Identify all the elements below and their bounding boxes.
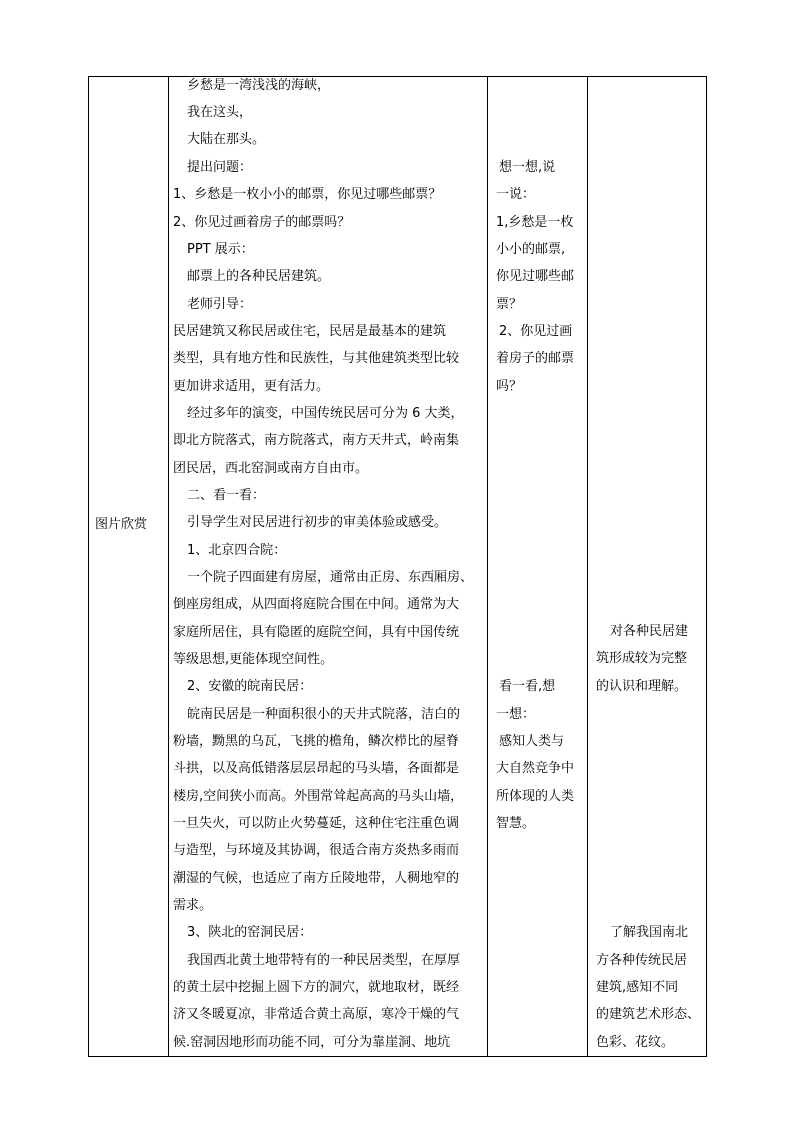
activity-line: 感知人类与 bbox=[499, 734, 565, 749]
content-line: 类型，具有地方性和民族性，与其他建筑类型比较 bbox=[173, 351, 460, 366]
content-line: 更加讲求适用，更有活力。 bbox=[173, 379, 330, 394]
intent-line: 建筑,感知不同 bbox=[596, 980, 679, 995]
activity-line: 你见过哪些邮 bbox=[496, 269, 575, 284]
content-line: 3、陕北的窑洞民居： bbox=[187, 925, 313, 940]
content-line: 经过多年的演变，中国传统民居可分为 6 大类， bbox=[187, 406, 464, 421]
activity-line: 所体现的人类 bbox=[496, 789, 575, 804]
activity-line: 着房子的邮票 bbox=[496, 351, 575, 366]
content-line: 二、看一看： bbox=[187, 488, 266, 503]
content-line: 团民居，西北窑洞或南方自由市。 bbox=[173, 461, 369, 476]
intent-line: 的认识和理解。 bbox=[596, 679, 688, 694]
content-line: 民居建筑又称民居或住宅，民居是最基本的建筑 bbox=[173, 324, 447, 339]
content-line: 2、你见过画着房子的邮票吗？ bbox=[173, 215, 351, 230]
activity-line: 2、你见过画 bbox=[499, 324, 573, 339]
content-line: 乡愁是一湾浅浅的海峡， bbox=[187, 78, 331, 93]
content-line: 家庭所居住，具有隐匿的庭院空间，具有中国传统 bbox=[173, 625, 460, 640]
intent-line: 筑形成较为完整 bbox=[596, 651, 688, 666]
content-line: 大陆在那头。 bbox=[187, 132, 266, 147]
content-line: PPT 展示： bbox=[187, 242, 254, 257]
activity-line: 票？ bbox=[496, 297, 523, 312]
intent-line: 色彩、花纹。 bbox=[596, 1035, 675, 1050]
content-line: 一个院子四面建有房屋，通常由正房、东西厢房、 bbox=[187, 570, 474, 585]
content-line: 倒座房组成，从四面将庭院合围在中间。通常为大 bbox=[173, 597, 460, 612]
activity-line: 大自然竞争中 bbox=[496, 761, 575, 776]
section-label: 图片欣赏 bbox=[95, 517, 148, 532]
content-line: 潮湿的气候，也适应了南方丘陵地带，人稠地窄的 bbox=[173, 871, 460, 886]
content-line: 一旦失火，可以防止火势蔓延，这种住宅注重色调 bbox=[173, 816, 460, 831]
content-line: 斗拱，以及高低错落层层昂起的马头墙，各面都是 bbox=[173, 761, 460, 776]
intent-line: 方各种传统民居 bbox=[596, 953, 688, 968]
content-line: 1、乡愁是一枚小小的邮票，你见过哪些邮票？ bbox=[173, 187, 442, 202]
content-line: 济又冬暖夏凉，非常适合黄土高原，寒冷干燥的气 bbox=[173, 1007, 460, 1022]
content-line: 楼房,空间狭小而高。外围常耸起高高的马头山墙， bbox=[173, 789, 464, 804]
content-line: 提出问题： bbox=[187, 160, 253, 175]
activity-line: 吗？ bbox=[496, 379, 523, 394]
teaching-content-cell bbox=[169, 77, 487, 1056]
intent-line: 的建筑艺术形态、 bbox=[596, 1007, 701, 1022]
activity-line: 一说： bbox=[496, 187, 536, 202]
content-line: 等级思想,更能体现空间性。 bbox=[173, 652, 334, 667]
content-line: 老师引导： bbox=[187, 297, 253, 312]
content-line: 2、安徽的皖南民居： bbox=[187, 679, 313, 694]
activity-line: 想一想,说 bbox=[499, 160, 556, 175]
intent-line: 对各种民居建 bbox=[610, 624, 689, 639]
section-label-cell bbox=[89, 77, 168, 1056]
content-line: 我在这头， bbox=[187, 105, 253, 120]
activity-line: 智慧。 bbox=[496, 816, 536, 831]
content-line: 的黄土层中挖掘上圆下方的洞穴，就地取材，既经 bbox=[173, 980, 460, 995]
activity-line: 看一看,想 bbox=[499, 679, 556, 694]
activity-line: 小小的邮票, bbox=[496, 242, 566, 257]
content-line: 邮票上的各种民居建筑。 bbox=[187, 269, 331, 284]
content-line: 与造型，与环境及其协调，很适合南方炎热多雨而 bbox=[173, 843, 460, 858]
content-line: 引导学生对民居进行初步的审美体验或感受。 bbox=[187, 515, 448, 530]
content-line: 粉墙，黝黑的乌瓦，飞挑的檐角，鳞次栉比的屋脊 bbox=[173, 734, 460, 749]
student-activity-cell bbox=[488, 77, 587, 1056]
content-line: 即北方院落式，南方院落式，南方天井式，岭南集 bbox=[173, 433, 460, 448]
activity-line: 1,乡愁是一枚 bbox=[496, 215, 574, 230]
activity-line: 一想： bbox=[496, 707, 536, 722]
content-line: 需求。 bbox=[173, 898, 213, 913]
content-line: 候.窑洞因地形而功能不同，可分为靠崖洞、地坑 bbox=[173, 1035, 451, 1050]
design-intent-cell bbox=[588, 77, 707, 1056]
intent-line: 了解我国南北 bbox=[610, 925, 689, 940]
content-line: 1、北京四合院： bbox=[187, 543, 287, 558]
content-line: 皖南民居是一种面积很小的天井式院落，洁白的 bbox=[187, 707, 461, 722]
content-line: 我国西北黄土地带特有的一种民居类型，在厚厚 bbox=[187, 953, 461, 968]
lesson-table bbox=[88, 76, 707, 1057]
